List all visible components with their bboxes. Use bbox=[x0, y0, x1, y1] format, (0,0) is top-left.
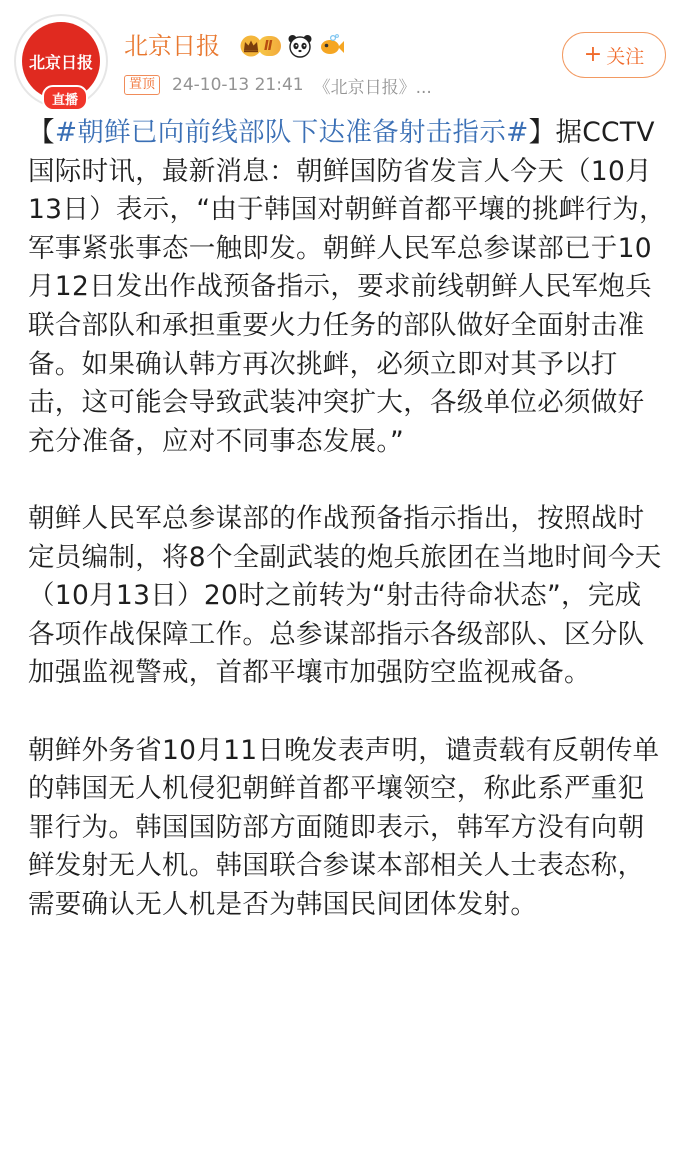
pinned-tag: 置顶 bbox=[124, 75, 160, 95]
hashtag-link[interactable]: #朝鲜已向前线部队下达准备射击指示# bbox=[54, 117, 529, 148]
panda-icon[interactable] bbox=[287, 33, 313, 59]
paragraph-1-text: 据CCTV国际时讯，最新消息：朝鲜国防省发言人今天（10月13日）表示，“由于韩国对朝鲜首都平壤的挑衅行为，军事紧张事态一触即发。朝鲜人民军总参谋部已于10月12日发出作战预备指示，要求前线朝鲜人民军炮兵联合部队和承担重要火力任务的部队做好全面射击准备。如果确认韩方再次挑衅，必须立即对其予以打击，这可能会导致武装冲突扩大，各级单位必须做好充分准备，应对不同事态发展。” bbox=[28, 117, 666, 457]
post-meta bbox=[124, 72, 432, 98]
post-header bbox=[0, 0, 690, 112]
vip-badge[interactable] bbox=[240, 34, 281, 58]
hashtag-bracket-close: 】 bbox=[528, 117, 556, 148]
follow-button-label: 关注 bbox=[606, 45, 645, 68]
post-paragraph-3: 朝鲜外务省10月11日晚发表声明，谴责载有反朝传单的韩国无人机侵犯朝鲜首都平壤领空，称此系严重犯罪行为。韩国国防部方面随即表示，韩军方没有向朝鲜发射无人机。韩国联合参谋本部相关人士表态称，需要确认无人机是否为韩国民间团体发射。 bbox=[28, 734, 660, 920]
post-text bbox=[28, 114, 668, 924]
account-name[interactable]: 北京日报 bbox=[124, 32, 220, 60]
follow-button[interactable] bbox=[562, 32, 666, 78]
vip-level-label: Ⅱ bbox=[258, 36, 281, 56]
post-timestamp: 24-10-13 21:41 bbox=[172, 75, 304, 95]
post-source[interactable]: 《北京日报》... bbox=[313, 77, 432, 98]
user-badges bbox=[240, 32, 345, 60]
avatar-logo-text: 北京日报 bbox=[28, 52, 93, 72]
post-paragraph-1 bbox=[28, 114, 668, 461]
plus-icon: + bbox=[583, 42, 603, 67]
fish-icon[interactable] bbox=[319, 33, 345, 59]
hashtag-bracket-open: 【 bbox=[28, 117, 55, 148]
live-badge[interactable]: 直播 bbox=[42, 85, 88, 111]
post-paragraph-2: 朝鲜人民军总参谋部的作战预备指示指出，按照战时定员编制，将8个全副武装的炮兵旅团在当地时间今天（10月13日）20时之前转为“射击待命状态”，完成各项作战保障工作。总参谋部指示各级部队、区分队加强监视警戒，首都平壤市加强防空监视戒备。 bbox=[28, 502, 662, 689]
